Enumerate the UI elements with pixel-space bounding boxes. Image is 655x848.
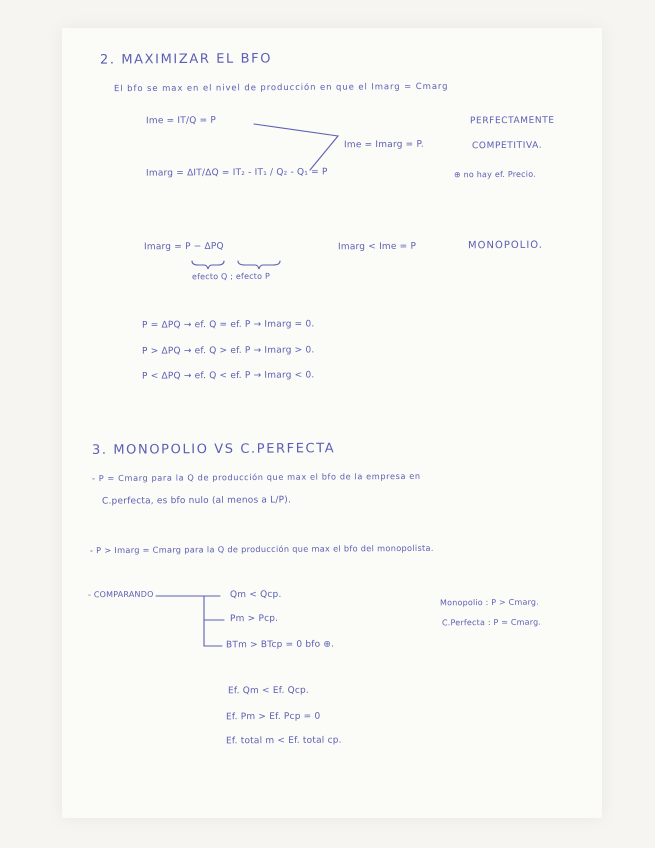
effects-caption: efecto Q ; efecto P (191, 271, 270, 282)
brace-result: Ime = Imarg = P. (343, 139, 424, 151)
section-3-para-2: - P > Imarg = Cmarg para la Q de producción que max el bfo del monopolista. (89, 542, 434, 556)
formula-ime: Ime = IT/Q = P (145, 115, 217, 127)
effect-total: Ef. total m < Ef. total cp. (225, 735, 342, 747)
compare-quantity: Qm < Qcp. (229, 589, 282, 601)
monopoly-formula: Imarg = P − ΔPQ (143, 241, 224, 253)
competitive-label-1: PERFECTAMENTE (469, 115, 555, 127)
side-note-perfect: C.Perfecta : P = Cmarg. (441, 617, 542, 628)
section-3-title: 3. MONOPOLIO VS C.PERFECTA (91, 441, 336, 458)
section-3-para-1b: C.perfecta, es bfo nulo (al menos a L/P). (101, 495, 292, 507)
case-less: P < ΔPQ → ef. Q < ef. P → Imarg < 0. (141, 370, 315, 382)
comparing-label: - COMPARANDO (87, 589, 154, 600)
formula-imarg: Imarg = ΔIT/ΔQ = IT₂ - IT₁ / Q₂ - Q₁ = P (145, 167, 328, 179)
section-3-para-1a: - P = Cmarg para la Q de producción que max el bfo de la empresa en (91, 470, 421, 484)
side-note-monopoly: Monopolio : P > Cmarg. (439, 597, 539, 608)
brace-arrow (254, 124, 338, 170)
ink-strokes (62, 28, 602, 818)
monopoly-label: MONOPOLIO. (467, 239, 543, 252)
underbrace-effect-q (192, 261, 224, 269)
effect-price: Ef. Pm > Ef. Pcp = 0 (225, 711, 321, 723)
case-greater: P > ΔPQ → ef. Q > ef. P → Imarg > 0. (141, 345, 315, 357)
notebook-page (62, 28, 602, 818)
monopoly-condition: Imarg < Ime = P (337, 241, 417, 253)
competitive-label-2: COMPETITIVA. (471, 140, 543, 152)
case-equal: P = ΔPQ → ef. Q = ef. P → Imarg = 0. (141, 319, 315, 331)
compare-profit: BTm > BTcp = 0 bfo ⊕. (225, 639, 335, 651)
section-2-intro: El bfo se max en el nivel de producción en que el Imarg = Cmarg (113, 81, 449, 95)
effect-quantity: Ef. Qm < Ef. Qcp. (227, 685, 310, 697)
competitive-label-3: ⊕ no hay ef. Precio. (453, 169, 536, 180)
compare-price: Pm > Pcp. (229, 613, 279, 625)
section-2-title: 2. MAXIMIZAR EL BFO (99, 51, 273, 68)
underbrace-effect-p (238, 261, 280, 269)
